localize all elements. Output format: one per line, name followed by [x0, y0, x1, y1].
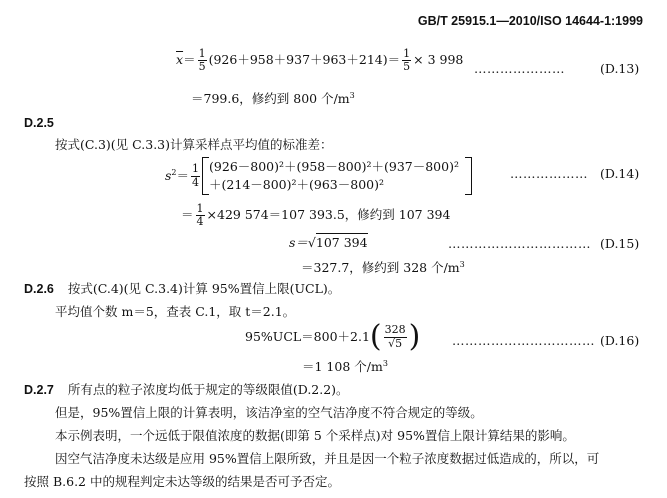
equation-d14: $s^2$ ＝ $\frac{1}{4}$ (926－800)²＋(958－800)²＋(937－800)² ＋(214－800)²＋(963－800)²: [165, 157, 472, 195]
paragraph-1: 但是，95%置信上限的计算表明，该洁净室的空气洁净度不符合规定的等级。: [55, 405, 483, 420]
section-text-d26: 按式(C.4)(见 C.3.4)计算 95%置信上限(UCL)。: [67, 281, 341, 296]
section-heading-d26: D.2.6: [24, 282, 54, 296]
section-d27: [24, 384, 349, 397]
product-term: × 3 998: [413, 52, 464, 68]
variance-line-2: ＋(214－800)²＋(963－800)²: [209, 177, 384, 192]
section-heading-d25: D.2.5: [24, 116, 54, 130]
paragraph-3b: 按照 B.6.2 中的规程判定未达等级的结果是否可予否定。: [24, 474, 340, 489]
equation-tag-d15: (D.15): [600, 236, 640, 251]
right-bracket: [465, 157, 472, 195]
equation-d16: 95%UCL＝800＋2.1 ( $\frac{328}{√5}$ ): [245, 319, 421, 354]
equation-leader-d16: ……………………………: [452, 333, 595, 348]
fraction-one-fifth: $\frac{1}{5}$: [198, 47, 206, 74]
section-heading-d27: D.2.7: [24, 383, 54, 397]
mean-symbol: $\overline{x}$: [176, 52, 184, 68]
equation-d15: s＝√107 394: [289, 235, 368, 250]
equation-d14-result: ＝ $\frac{1}{4}$ ×429 574＝107 393.5，修约到 107 394: [181, 202, 451, 229]
fraction-one-quarter-2: $\frac{1}{4}$: [196, 202, 204, 229]
section-line-d26: 平均值个数 m＝5，查表 C.1，取 t＝2.1。: [55, 304, 296, 319]
equation-leader-d15: ……………………………: [448, 236, 591, 251]
section-text-d25: 按式(C.3)(见 C.3.3)计算采样点平均值的标准差：: [55, 137, 333, 152]
fraction-ucl: $\frac{328}{√5}$: [384, 323, 406, 350]
equation-d15-result: ＝327.7，修约到 328 个$/m^3$: [301, 260, 465, 276]
equation-tag-d13: (D.13): [600, 61, 640, 76]
paragraph-3a: 因空气洁净度未达级是应用 95%置信上限所致，并且是因一个粒子浓度数据过低造成的，所以，可: [55, 451, 600, 466]
equation-leader-d14: ………………: [510, 166, 588, 181]
equation-d13-result: ＝799.6，修约到 800 个$/m^3$: [191, 91, 355, 107]
equation-leader-d13: …………………: [474, 61, 565, 76]
equals-sign: ＝: [183, 52, 196, 68]
section-text-d27: 所有点的粒子浓度均低于规定的等级限值(D.2.2)。: [67, 382, 349, 397]
section-d26: [24, 283, 340, 296]
left-bracket: [202, 157, 209, 195]
equation-d16-result: ＝1 108 个$/m^3$: [302, 359, 388, 375]
fraction-one-quarter: $\frac{1}{4}$: [192, 162, 200, 189]
paragraph-2: 本示例表明，一个远低于限值浓度的数据(即第 5 个采样点)对 95%置信上限计算结果的影响。: [55, 428, 575, 443]
sum-expression: (926＋958＋937＋963＋214)＝: [208, 52, 401, 68]
equation-d13: [176, 48, 463, 73]
variance-line-1: (926－800)²＋(958－800)²＋(937－800)²: [209, 158, 459, 174]
radicand: 107 394: [315, 235, 368, 250]
fraction-one-fifth-2: $\frac{1}{5}$: [403, 47, 411, 74]
equation-tag-d16: (D.16): [600, 333, 640, 348]
equation-tag-d14: (D.14): [600, 166, 640, 181]
standard-header: GB/T 25915.1—2010/ISO 14644-1:1999: [417, 14, 643, 28]
